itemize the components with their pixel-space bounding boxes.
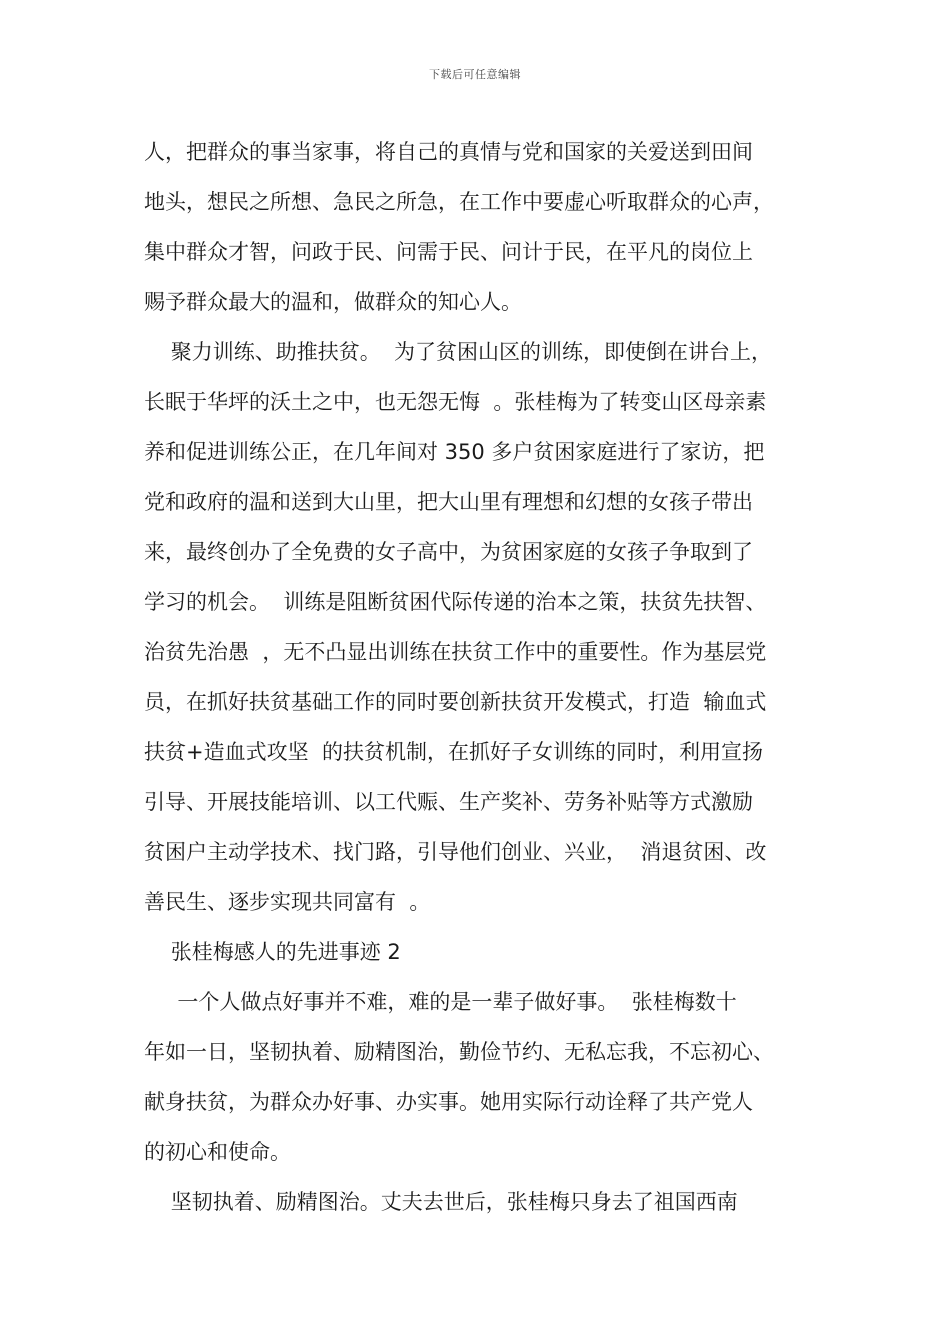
- text-line: 一个人做点好事并不难，难的是一辈子做好事。 张桂梅数十: [144, 990, 737, 1014]
- text-line: 员，在抓好扶贫基础工作的同时要创新扶贫开发模式，打造 输血式: [144, 690, 767, 714]
- text-line: 学习的机会。 训练是阻断贫困代际传递的治本之策，扶贫先扶智、: [144, 590, 767, 614]
- page-header: 下载后可任意编辑: [429, 68, 521, 81]
- text-line: 坚韧执着、励精图治。丈夫去世后，张桂梅只身去了祖国西南: [144, 1190, 738, 1214]
- text-line: 来，最终创办了全免费的女子高中，为贫困家庭的女孩子争取到了: [144, 540, 753, 564]
- text-line: 养和促进训练公正，在几年间对 350 多户贫困家庭进行了家访，把: [144, 440, 765, 464]
- text-line: 引导、开展技能培训、以工代赈、生产奖补、劳务补贴等方式激励: [144, 790, 753, 814]
- text-line: 贫困户主动学技术、找门路，引导他们创业、兴业， 消退贫困、改: [144, 840, 767, 864]
- text-line: 人，把群众的事当家事，将自己的真情与党和国家的关爱送到田间: [144, 140, 753, 164]
- text-line: 地头，想民之所想、急民之所急，在工作中要虚心听取群众的心声，: [144, 190, 774, 214]
- text-line: 年如一日，坚韧执着、励精图治，勤俭节约、无私忘我，不忘初心、: [144, 1040, 774, 1064]
- text-line: 党和政府的温和送到大山里，把大山里有理想和幻想的女孩子带出: [144, 490, 753, 514]
- text-line: 集中群众才智，问政于民、问需于民、问计于民，在平凡的岗位上: [144, 240, 753, 264]
- text-line: 长眠于华坪的沃土之中，也无怨无悔 。张桂梅为了转变山区母亲素: [144, 390, 767, 414]
- text-line: 赐予群众最大的温和，做群众的知心人。: [144, 290, 522, 314]
- text-line: 的初心和使命。: [144, 1140, 291, 1164]
- text-line: 治贫先治愚 ，无不凸显出训练在扶贫工作中的重要性。作为基层党: [144, 640, 767, 664]
- text-line: 献身扶贫，为群众办好事、办实事。她用实际行动诠释了共产党人: [144, 1090, 753, 1114]
- text-line: 善民生、逐步实现共同富有 。: [144, 890, 431, 914]
- section-heading: 张桂梅感人的先进事迹 2: [144, 940, 401, 964]
- text-line: 聚力训练、助推扶贫。 为了贫困山区的训练，即使倒在讲台上，: [144, 340, 773, 364]
- text-line: 扶贫+造血式攻坚 的扶贫机制，在抓好子女训练的同时，利用宣扬: [144, 740, 763, 764]
